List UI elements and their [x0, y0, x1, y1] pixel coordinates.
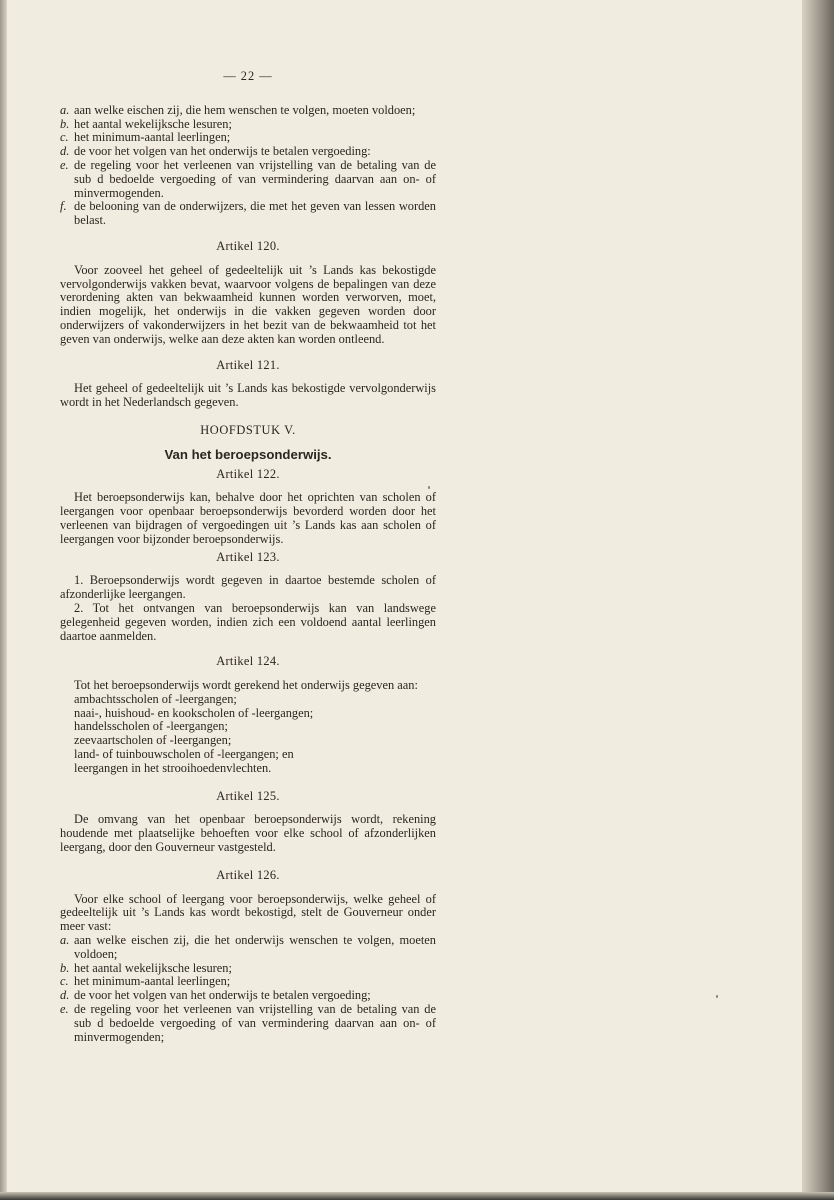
list-item — [60, 1003, 436, 1044]
list-letter: a. — [60, 102, 70, 117]
list-text: het minimum-aantal leerlingen; — [74, 974, 231, 989]
list-item — [60, 118, 436, 132]
article-122-text: Het beroepsonderwijs kan, behalve door het oprichten van scholen of leergangen voor openbaar beroepsonderwijs bevorderd worden door het verleenen van bijdragen of vergoedingen uit ’s Lands kas aan scholen of leergangen voor bijzonder beroepsonderwijs. — [60, 490, 436, 546]
page-number: — 22 — — [223, 69, 273, 83]
list-letter: d. — [60, 144, 70, 159]
list-text: aan welke eischen zij, die het onderwijs wenschen te volgen, moeten voldoen; — [74, 933, 436, 961]
list-item — [60, 989, 436, 1003]
list-text: de belooning van de onderwijzers, die met het geven van lessen worden belast. — [74, 199, 436, 228]
list-item — [60, 145, 436, 159]
article-heading-120: Artikel 120. — [216, 238, 280, 253]
list-text: de regeling voor het verleenen van vrijstelling van de betaling van de sub d bedoelde vergoeding of van vermindering daarvan aan on- of minvermogenden; — [74, 1002, 436, 1044]
list-text: het minimum-aantal leerlingen; — [74, 130, 231, 145]
list-line: naai-, huishoud- en kookscholen of -leergangen; — [74, 705, 314, 720]
article-124-intro: Tot het beroepsonderwijs wordt gerekend het onderwijs gegeven aan: — [74, 678, 418, 693]
list-item — [60, 962, 436, 976]
list-letter: e. — [60, 157, 69, 172]
list-letter: d. — [60, 988, 70, 1003]
article-126-list — [60, 934, 436, 1044]
list-text: het aantal wekelijksche lesuren; — [74, 960, 232, 975]
list-item — [60, 104, 436, 118]
article-123-item-1: 1. Beroepsonderwijs wordt gegeven in daartoe bestemde scholen of afzonderlijke leergangen. — [60, 573, 436, 602]
book-spine-shadow — [802, 0, 834, 1200]
list-item — [60, 975, 436, 989]
list-text: de regeling voor het verleenen van vrijstelling van de betaling van de sub d bedoelde vergoeding of van vermindering daarvan aan on- of minvermogenden. — [74, 157, 436, 200]
list-line: zeevaartscholen of -leergangen; — [74, 733, 232, 748]
list-letter: a. — [60, 933, 70, 948]
chapter-label: HOOFDSTUK V. — [200, 422, 296, 437]
list-letter: f. — [60, 199, 67, 214]
article-heading-123: Artikel 123. — [216, 549, 280, 564]
article-125-text: De omvang van het openbaar beroepsonderwijs wordt, rekening houdende met plaatselijke behoeften voor elke school of afzonderlijken leergang, door den Gouverneur vastgesteld. — [60, 812, 436, 855]
list-item — [60, 934, 436, 962]
list-letter: e. — [60, 1002, 69, 1017]
list-1 — [60, 104, 436, 228]
article-123-item-2: 2. Tot het ontvangen van beroepsonderwijs kan van landswege gelegenheid gegeven worden, indien zich een voldoend aantal leerlingen daartoe aanmelden. — [60, 600, 436, 643]
article-heading-124: Artikel 124. — [216, 654, 280, 669]
list-line: handelsscholen of -leergangen; — [74, 719, 228, 734]
article-126-intro: Voor elke school of leergang voor beroepsonderwijs, welke geheel of gedeeltelijk uit ’s Lands kas wordt bekostigd, stelt de Gouverneur onder meer vast: — [60, 891, 436, 934]
article-heading-126: Artikel 126. — [216, 867, 280, 882]
article-124-list — [60, 693, 436, 776]
article-heading-122: Artikel 122. — [216, 466, 280, 481]
list-line: land- of tuinbouwscholen of -leergangen; en — [74, 747, 294, 762]
list-item — [60, 131, 436, 145]
list-letter: c. — [60, 974, 69, 989]
list-letter: b. — [60, 960, 70, 975]
article-heading-121: Artikel 121. — [216, 357, 280, 372]
list-text: de voor het volgen van het onderwijs te betalen vergoeding; — [74, 988, 371, 1003]
list-item — [60, 200, 436, 228]
article-heading-125: Artikel 125. — [216, 788, 280, 803]
document-body — [60, 70, 436, 1044]
page-bottom-edge — [0, 1192, 834, 1200]
list-line: leergangen in het strooihoedenvlechten. — [74, 760, 272, 775]
chapter-title: Van het beroepsonderwijs. — [164, 446, 332, 462]
list-line: ambachtsscholen of -leergangen; — [74, 691, 237, 706]
list-item — [60, 159, 436, 200]
article-121-text: Het geheel of gedeeltelijk uit ’s Lands kas bekostigde vervolgonderwijs wordt in het Nederlandsch gegeven. — [60, 381, 436, 410]
list-text: aan welke eischen zij, die hem wenschen te volgen, moeten voldoen; — [74, 102, 416, 117]
paper-speck — [716, 995, 718, 998]
page-left-edge — [0, 0, 7, 1200]
list-text: de voor het volgen van het onderwijs te betalen vergoeding: — [74, 144, 371, 159]
article-120-text: Voor zooveel het geheel of gedeeltelijk uit ’s Lands kas bekostigde vervolgonderwijs vakken bevat, waarvoor volgens de bepalingen van deze verordening akten van bekwaamheid kunnen worden verworven, moet, indien mogelijk, het onderwijs in die vakken gegeven worden door onderwijzers of vakonderwijzers in het bezit van de bekwaamheid tot het geven van onderwijs, welke aan deze akten kan worden ontleend. — [60, 262, 436, 346]
list-text: het aantal wekelijksche lesuren; — [74, 116, 232, 131]
list-letter: b. — [60, 116, 70, 131]
list-letter: c. — [60, 130, 69, 145]
